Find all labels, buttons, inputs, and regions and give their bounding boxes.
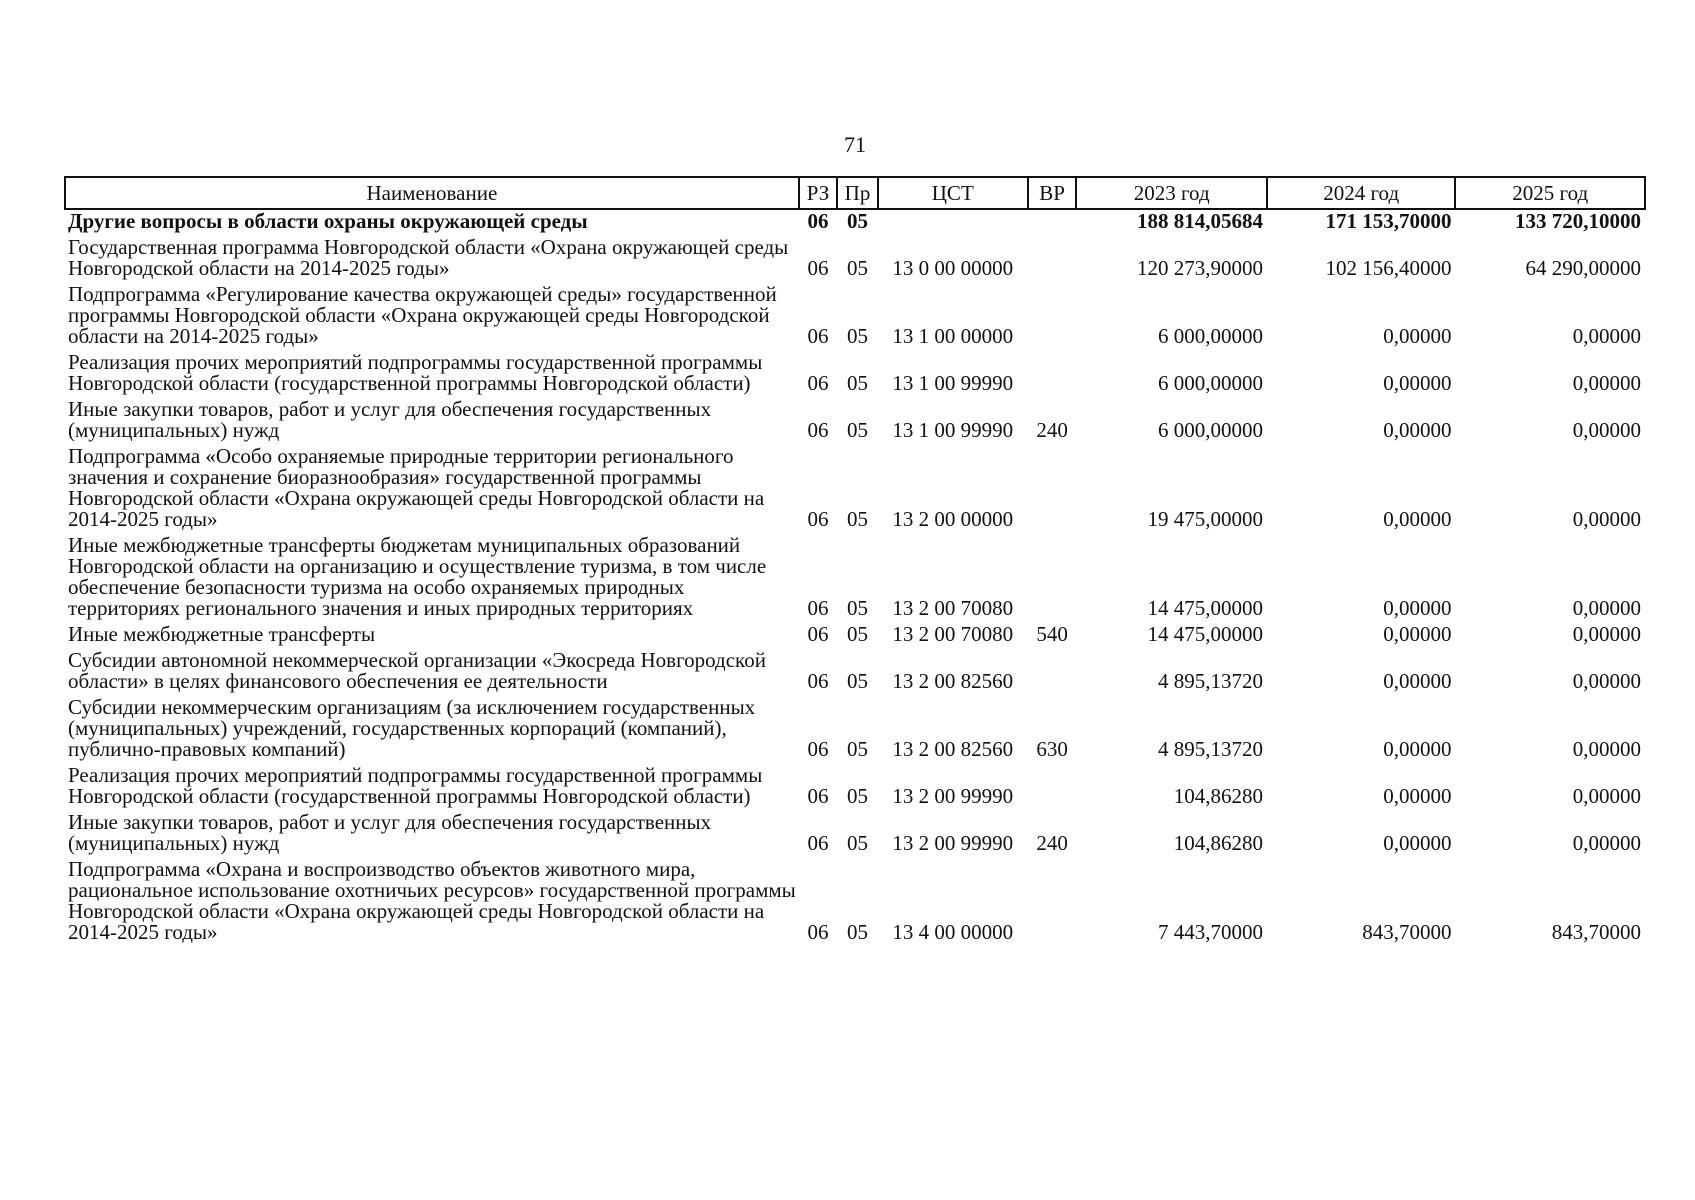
row-cst: 13 1 00 99990 bbox=[892, 371, 1014, 395]
header-row bbox=[65, 177, 1645, 209]
row-rz: 06 bbox=[807, 418, 829, 442]
row-name: Государственная программа Новгородской области «Охрана окружающей среды Новгородской области на 2014-2025 годы» bbox=[68, 235, 789, 280]
page-number: 71 bbox=[844, 132, 866, 157]
row-pr: 05 bbox=[847, 669, 869, 693]
header-rz: РЗ bbox=[799, 177, 838, 209]
row-amount-2025: 0,00000 bbox=[1572, 418, 1641, 442]
row-name: Реализация прочих мероприятий подпрограммы государственной программы Новгородской области (государственной программы Новгородской области) bbox=[68, 350, 763, 395]
row-amount-2023: 14 475,00000 bbox=[1147, 596, 1263, 620]
row-pr: 05 bbox=[847, 596, 869, 620]
table-row bbox=[65, 695, 1645, 763]
header-pr: Пр bbox=[837, 177, 878, 209]
row-amount-2023: 19 475,00000 bbox=[1147, 507, 1263, 531]
row-amount-2025: 0,00000 bbox=[1572, 507, 1641, 531]
row-cst: 13 2 00 82560 bbox=[892, 737, 1014, 761]
row-rz: 06 bbox=[807, 324, 829, 348]
row-vr: 240 bbox=[1036, 418, 1068, 442]
row-rz: 06 bbox=[807, 596, 829, 620]
table-row bbox=[65, 282, 1645, 350]
row-rz: 06 bbox=[807, 256, 829, 280]
row-rz: 06 bbox=[807, 209, 829, 233]
table-row bbox=[65, 444, 1645, 533]
row-vr bbox=[1028, 444, 1077, 533]
row-cst: 13 2 00 00000 bbox=[892, 507, 1014, 531]
row-pr: 05 bbox=[847, 784, 869, 808]
row-amount-2023: 14 475,00000 bbox=[1147, 622, 1263, 646]
row-vr: 630 bbox=[1036, 737, 1068, 761]
row-amount-2024: 843,70000 bbox=[1362, 920, 1452, 944]
row-cst: 13 2 00 70080 bbox=[892, 622, 1014, 646]
row-amount-2024: 0,00000 bbox=[1383, 737, 1452, 761]
row-name: Подпрограмма «Особо охраняемые природные территории регионального значения и сохранение биоразнообразия» государственной программы Новгородской области «Охрана окружающей среды Новгородской области на 2014-2025 годы» bbox=[68, 444, 765, 531]
row-amount-2023: 120 273,90000 bbox=[1136, 256, 1263, 280]
row-amount-2025: 0,00000 bbox=[1572, 784, 1641, 808]
table-row bbox=[65, 397, 1645, 444]
row-amount-2024: 0,00000 bbox=[1383, 622, 1452, 646]
row-vr bbox=[1028, 282, 1077, 350]
row-cst: 13 2 00 99990 bbox=[892, 831, 1014, 855]
row-pr: 05 bbox=[847, 371, 869, 395]
table-row bbox=[65, 235, 1645, 282]
row-name: Подпрограмма «Регулирование качества окружающей среды» государственной программы Новгородской области «Охрана окружающей среды Новгородской области на 2014-2025 годы» bbox=[68, 282, 777, 348]
table-body bbox=[65, 209, 1645, 946]
row-rz: 06 bbox=[807, 784, 829, 808]
row-vr bbox=[1028, 350, 1077, 397]
row-vr bbox=[1028, 533, 1077, 622]
row-name: Субсидии некоммерческим организациям (за исключением государственных (муниципальных) учреждений, государственных корпораций (компаний), публично-правовых компаний) bbox=[68, 695, 756, 761]
row-vr bbox=[1028, 235, 1077, 282]
row-amount-2025: 0,00000 bbox=[1572, 596, 1641, 620]
row-rz: 06 bbox=[807, 669, 829, 693]
row-pr: 05 bbox=[847, 507, 869, 531]
header-vr: ВР bbox=[1028, 177, 1077, 209]
row-amount-2024: 0,00000 bbox=[1383, 324, 1452, 348]
row-amount-2023: 6 000,00000 bbox=[1157, 371, 1263, 395]
row-amount-2025: 0,00000 bbox=[1572, 669, 1641, 693]
row-amount-2023: 188 814,05684 bbox=[1136, 209, 1263, 233]
row-name: Иные закупки товаров, работ и услуг для обеспечения государственных (муниципальных) нужд bbox=[68, 810, 712, 855]
row-amount-2025: 0,00000 bbox=[1572, 622, 1641, 646]
table-row bbox=[65, 857, 1645, 946]
row-pr: 05 bbox=[847, 622, 869, 646]
row-amount-2023: 104,86280 bbox=[1173, 784, 1263, 808]
row-amount-2024: 0,00000 bbox=[1383, 596, 1452, 620]
header-2023: 2023 год bbox=[1076, 177, 1267, 209]
row-cst: 13 4 00 00000 bbox=[892, 920, 1014, 944]
row-pr: 05 bbox=[847, 209, 869, 233]
row-amount-2025: 843,70000 bbox=[1551, 920, 1641, 944]
row-amount-2024: 0,00000 bbox=[1383, 669, 1452, 693]
row-rz: 06 bbox=[807, 737, 829, 761]
row-pr: 05 bbox=[847, 831, 869, 855]
row-vr bbox=[1028, 857, 1077, 946]
row-rz: 06 bbox=[807, 831, 829, 855]
row-amount-2024: 0,00000 bbox=[1383, 507, 1452, 531]
header-2024: 2024 год bbox=[1267, 177, 1456, 209]
row-rz: 06 bbox=[807, 920, 829, 944]
row-amount-2025: 0,00000 bbox=[1572, 737, 1641, 761]
row-rz: 06 bbox=[807, 371, 829, 395]
row-amount-2024: 171 153,70000 bbox=[1325, 209, 1452, 233]
row-amount-2025: 64 290,00000 bbox=[1525, 256, 1641, 280]
row-vr: 540 bbox=[1036, 622, 1068, 646]
row-cst: 13 0 00 00000 bbox=[892, 256, 1014, 280]
budget-table bbox=[64, 176, 1646, 946]
row-pr: 05 bbox=[847, 418, 869, 442]
row-cst: 13 2 00 82560 bbox=[892, 669, 1014, 693]
table-row bbox=[65, 622, 1645, 648]
row-amount-2025: 0,00000 bbox=[1572, 371, 1641, 395]
row-amount-2025: 0,00000 bbox=[1572, 324, 1641, 348]
row-name: Другие вопросы в области охраны окружающей среды bbox=[68, 209, 588, 233]
row-pr: 05 bbox=[847, 324, 869, 348]
row-amount-2023: 6 000,00000 bbox=[1157, 418, 1263, 442]
table-row bbox=[65, 350, 1645, 397]
header-name: Наименование bbox=[65, 177, 799, 209]
row-amount-2024: 0,00000 bbox=[1383, 418, 1452, 442]
table-row bbox=[65, 533, 1645, 622]
row-pr: 05 bbox=[847, 737, 869, 761]
header-2025: 2025 год bbox=[1455, 177, 1645, 209]
row-vr bbox=[1028, 209, 1077, 235]
row-amount-2023: 7 443,70000 bbox=[1157, 920, 1263, 944]
table-row bbox=[65, 648, 1645, 695]
row-name: Подпрограмма «Охрана и воспроизводство объектов животного мира, рациональное использование охотничьих ресурсов» государственной программы Новгородской области «Охрана окружающей среды Новгородской области на 2014-2025 годы» bbox=[68, 857, 796, 944]
row-amount-2024: 102 156,40000 bbox=[1325, 256, 1452, 280]
row-amount-2023: 104,86280 bbox=[1173, 831, 1263, 855]
row-amount-2023: 4 895,13720 bbox=[1157, 737, 1263, 761]
row-amount-2024: 0,00000 bbox=[1383, 371, 1452, 395]
row-cst: 13 2 00 99990 bbox=[892, 784, 1014, 808]
row-name: Иные межбюджетные трансферты бюджетам муниципальных образований Новгородской области на организацию и осуществление туризма, в том числе обеспечение безопасности туризма на особо охраняемых природных территориях регионального значения и иных природных территориях bbox=[68, 533, 767, 620]
row-amount-2025: 133 720,10000 bbox=[1515, 209, 1641, 233]
row-amount-2025: 0,00000 bbox=[1572, 831, 1641, 855]
table-row bbox=[65, 209, 1645, 235]
row-name: Иные межбюджетные трансферты bbox=[68, 622, 376, 646]
row-pr: 05 bbox=[847, 256, 869, 280]
table-row bbox=[65, 810, 1645, 857]
row-cst: 13 1 00 99990 bbox=[892, 418, 1014, 442]
header-cst: ЦСТ bbox=[878, 177, 1028, 209]
row-name: Реализация прочих мероприятий подпрограммы государственной программы Новгородской области (государственной программы Новгородской области) bbox=[68, 763, 763, 808]
row-vr: 240 bbox=[1036, 831, 1068, 855]
row-rz: 06 bbox=[807, 507, 829, 531]
row-name: Иные закупки товаров, работ и услуг для обеспечения государственных (муниципальных) нужд bbox=[68, 397, 712, 442]
row-rz: 06 bbox=[807, 622, 829, 646]
row-cst bbox=[878, 209, 1028, 235]
row-cst: 13 2 00 70080 bbox=[892, 596, 1014, 620]
row-vr bbox=[1028, 763, 1077, 810]
row-amount-2023: 4 895,13720 bbox=[1157, 669, 1263, 693]
row-pr: 05 bbox=[847, 920, 869, 944]
table-row bbox=[65, 763, 1645, 810]
row-amount-2024: 0,00000 bbox=[1383, 784, 1452, 808]
row-name: Субсидии автономной некоммерческой организации «Экосреда Новгородской области» в целях финансового обеспечения ее деятельности bbox=[68, 648, 766, 693]
row-amount-2024: 0,00000 bbox=[1383, 831, 1452, 855]
row-amount-2023: 6 000,00000 bbox=[1157, 324, 1263, 348]
row-vr bbox=[1028, 648, 1077, 695]
row-cst: 13 1 00 00000 bbox=[892, 324, 1014, 348]
